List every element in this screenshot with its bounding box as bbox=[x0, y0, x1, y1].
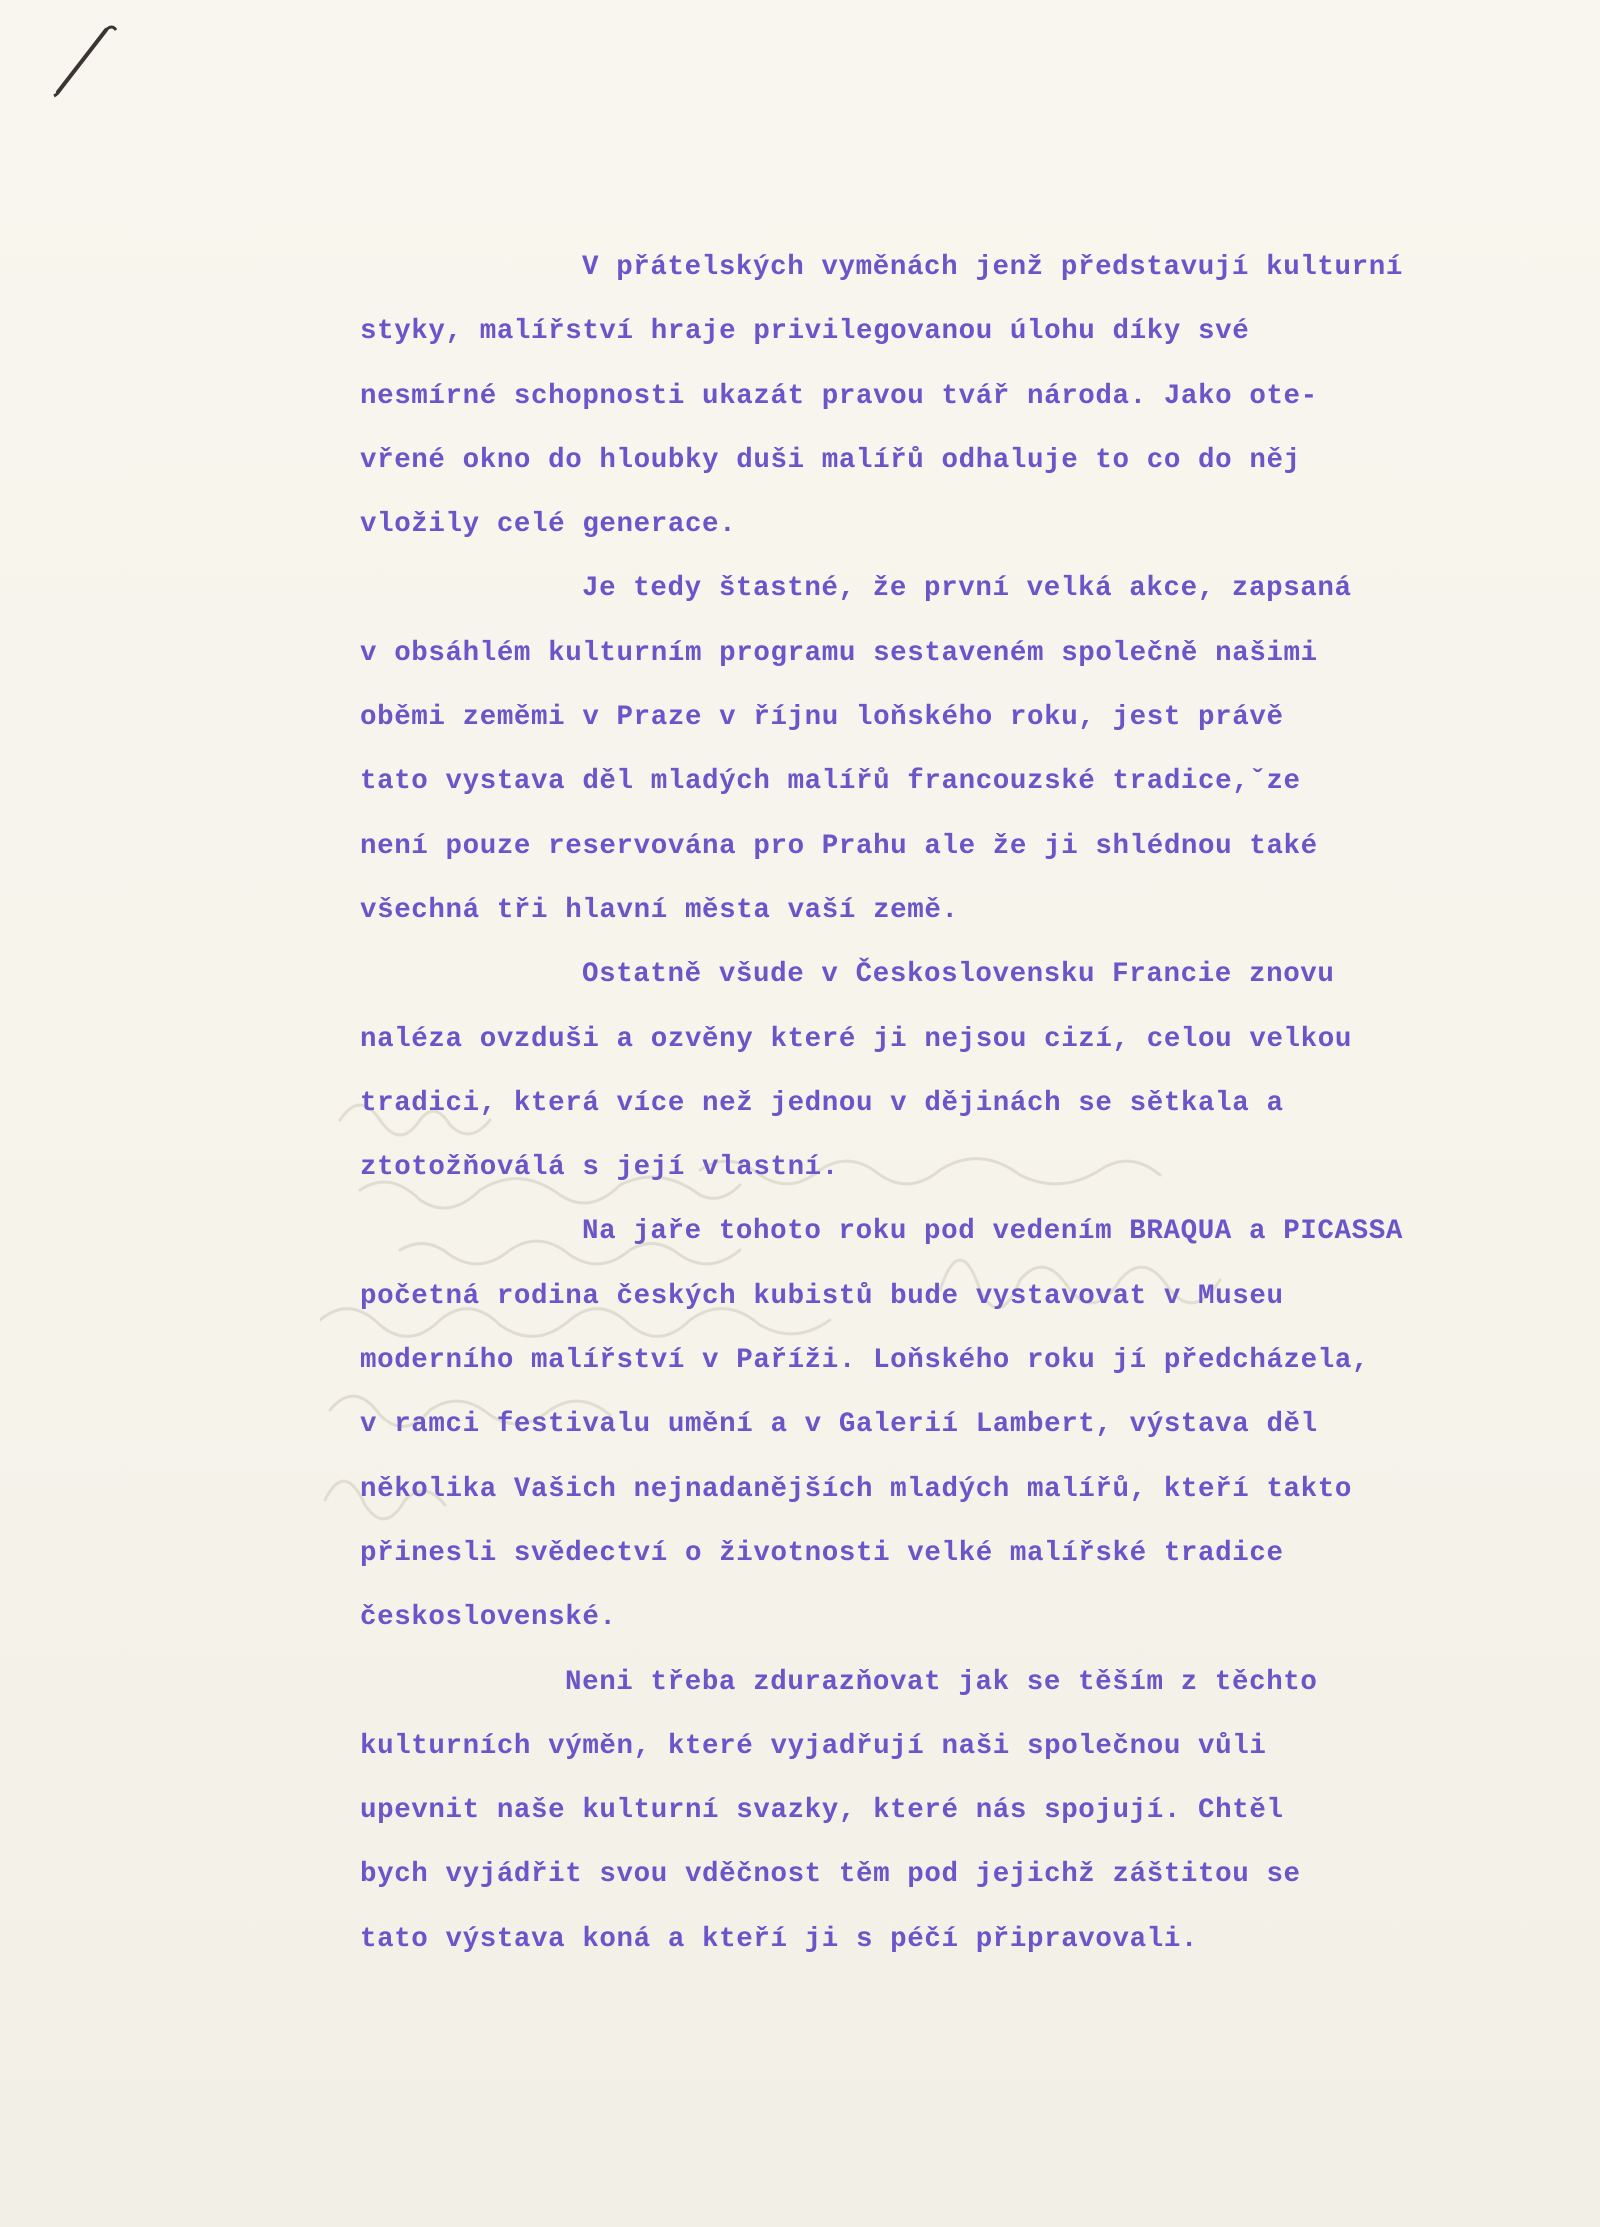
text-line: tradici, která více než jednou v dějinách se sětkala a bbox=[360, 1087, 1284, 1119]
text-line: Neni třeba zdurazňovat jak se těším z těchto bbox=[565, 1666, 1318, 1698]
text-line: upevnit naše kulturní svazky, které nás spojují. Chtěl bbox=[360, 1795, 1284, 1827]
text-line: oběmi zeměmi v Praze v říjnu loňského roku, jest právě bbox=[360, 702, 1284, 734]
paragraph-4 bbox=[360, 1200, 1520, 1650]
text-line: Ostatně všude v Československu Francie znovu bbox=[582, 959, 1335, 991]
text-line: tato vystava děl mladých malířů francouzské tradice,ˇze bbox=[360, 766, 1301, 798]
paragraph-3 bbox=[360, 943, 1520, 1200]
paragraph-1 bbox=[360, 236, 1520, 557]
text-line: kulturních výměn, které vyjadřují naši společnou vůli bbox=[360, 1730, 1267, 1762]
text-line: Na jaře tohoto roku pod vedením BRAQUA a PICASSA bbox=[582, 1216, 1403, 1248]
paragraph-5 bbox=[360, 1651, 1520, 1972]
text-line: přinesli svědectví o životnosti velké malířské tradice bbox=[360, 1537, 1284, 1569]
text-line: početná rodina českých kubistů bude vystavovat v Museu bbox=[360, 1280, 1284, 1312]
text-line: ztotožňoválá s její vlastní. bbox=[360, 1152, 839, 1184]
paragraph-2 bbox=[360, 557, 1520, 943]
text-line: několika Vašich nejnadanějších mladých malířů, kteří takto bbox=[360, 1473, 1352, 1505]
text-line: naléza ovzduši a ozvěny které ji nejsou cizí, celou velkou bbox=[360, 1023, 1352, 1055]
text-line: moderního malířství v Paříži. Loňského roku jí předcházela, bbox=[360, 1345, 1370, 1377]
text-line: nesmírné schopnosti ukazát pravou tvář národa. Jako ote- bbox=[360, 380, 1318, 412]
text-line: V přátelských vyměnách jenž představují kulturní bbox=[582, 252, 1403, 283]
text-line: všechná tři hlavní města vaší země. bbox=[360, 894, 959, 926]
text-line: tato výstava koná a kteří ji s péčí připravovali. bbox=[360, 1923, 1199, 1955]
text-line: v obsáhlém kulturním programu sestaveném společně našimi bbox=[360, 637, 1318, 669]
text-line: československé. bbox=[360, 1602, 617, 1634]
text-line: vložily celé generace. bbox=[360, 509, 737, 541]
text-line: Je tedy štastné, že první velká akce, zapsaná bbox=[582, 573, 1352, 605]
text-line: styky, malířství hraje privilegovanou úlohu díky své bbox=[360, 316, 1250, 348]
text-line: bych vyjádřit svou vděčnost těm pod jejichž záštitou se bbox=[360, 1859, 1301, 1891]
text-line: vřené okno do hloubky duši malířů odhaluje to co do něj bbox=[360, 444, 1301, 476]
letter-body bbox=[360, 236, 1520, 1972]
staple-pin-icon bbox=[48, 22, 128, 102]
text-line: není pouze reservována pro Prahu ale že ji shlédnou také bbox=[360, 830, 1318, 862]
text-line: v ramci festivalu umění a v Galerií Lambert, výstava děl bbox=[360, 1409, 1318, 1441]
